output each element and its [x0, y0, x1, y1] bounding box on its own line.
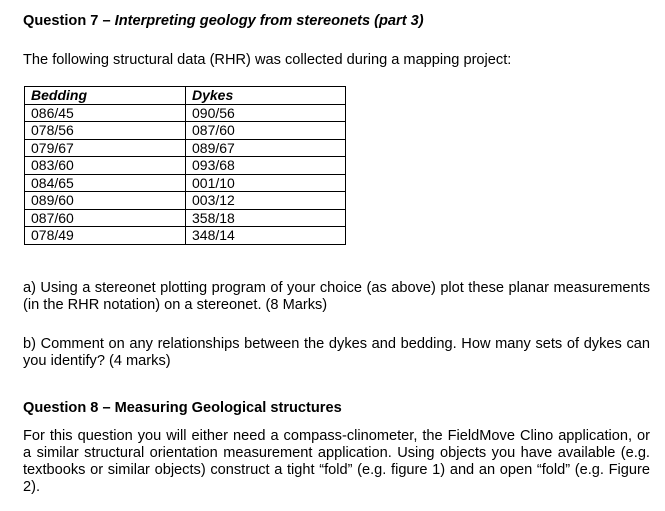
- table-row: [25, 104, 346, 122]
- dykes-cell: 358/18: [186, 209, 346, 227]
- structural-data-table: [24, 86, 346, 245]
- table-row: [25, 209, 346, 227]
- dykes-cell: 090/56: [186, 104, 346, 122]
- question-7-number: Question 7 –: [23, 13, 115, 29]
- table-row: [25, 139, 346, 157]
- bedding-cell: 078/49: [25, 227, 186, 245]
- dykes-cell: 001/10: [186, 174, 346, 192]
- table-row: [25, 227, 346, 245]
- bedding-cell: 089/60: [25, 192, 186, 210]
- question-7-part-b: b) Comment on any relationships between the dykes and bedding. How many sets of dykes can you identify? (4 marks): [23, 336, 650, 369]
- dykes-cell: 348/14: [186, 227, 346, 245]
- table-row: [25, 174, 346, 192]
- question-8-heading: Question 8 – Measuring Geological structures: [23, 400, 342, 416]
- bedding-cell: 087/60: [25, 209, 186, 227]
- header-dykes: Dykes: [186, 87, 346, 105]
- dykes-cell: 093/68: [186, 157, 346, 175]
- bedding-cell: 079/67: [25, 139, 186, 157]
- question-7-intro: The following structural data (RHR) was collected during a mapping project:: [23, 52, 512, 68]
- bedding-cell: 078/56: [25, 122, 186, 140]
- question-7-part-a: a) Using a stereonet plotting program of your choice (as above) plot these planar measurements (in the RHR notation) on a stereonet. (8 Marks): [23, 280, 650, 313]
- table-row: [25, 192, 346, 210]
- table-row: [25, 122, 346, 140]
- question-7-heading: [23, 13, 424, 30]
- dykes-cell: 087/60: [186, 122, 346, 140]
- table-header-row: [25, 87, 346, 105]
- question-7-title: Interpreting geology from stereonets (part 3): [114, 13, 424, 29]
- bedding-cell: 086/45: [25, 104, 186, 122]
- dykes-cell: 089/67: [186, 139, 346, 157]
- question-8-body: For this question you will either need a compass-clinometer, the FieldMove Clino application, or a similar structural orientation measurement application. Using objects you have available (e.g. textbooks or similar objects) construct a tight “fold” (e.g. figure 1) and an open “fold” (e.g. Figure 2).: [23, 428, 650, 495]
- header-bedding: Bedding: [25, 87, 186, 105]
- table-row: [25, 157, 346, 175]
- bedding-cell: 084/65: [25, 174, 186, 192]
- bedding-cell: 083/60: [25, 157, 186, 175]
- dykes-cell: 003/12: [186, 192, 346, 210]
